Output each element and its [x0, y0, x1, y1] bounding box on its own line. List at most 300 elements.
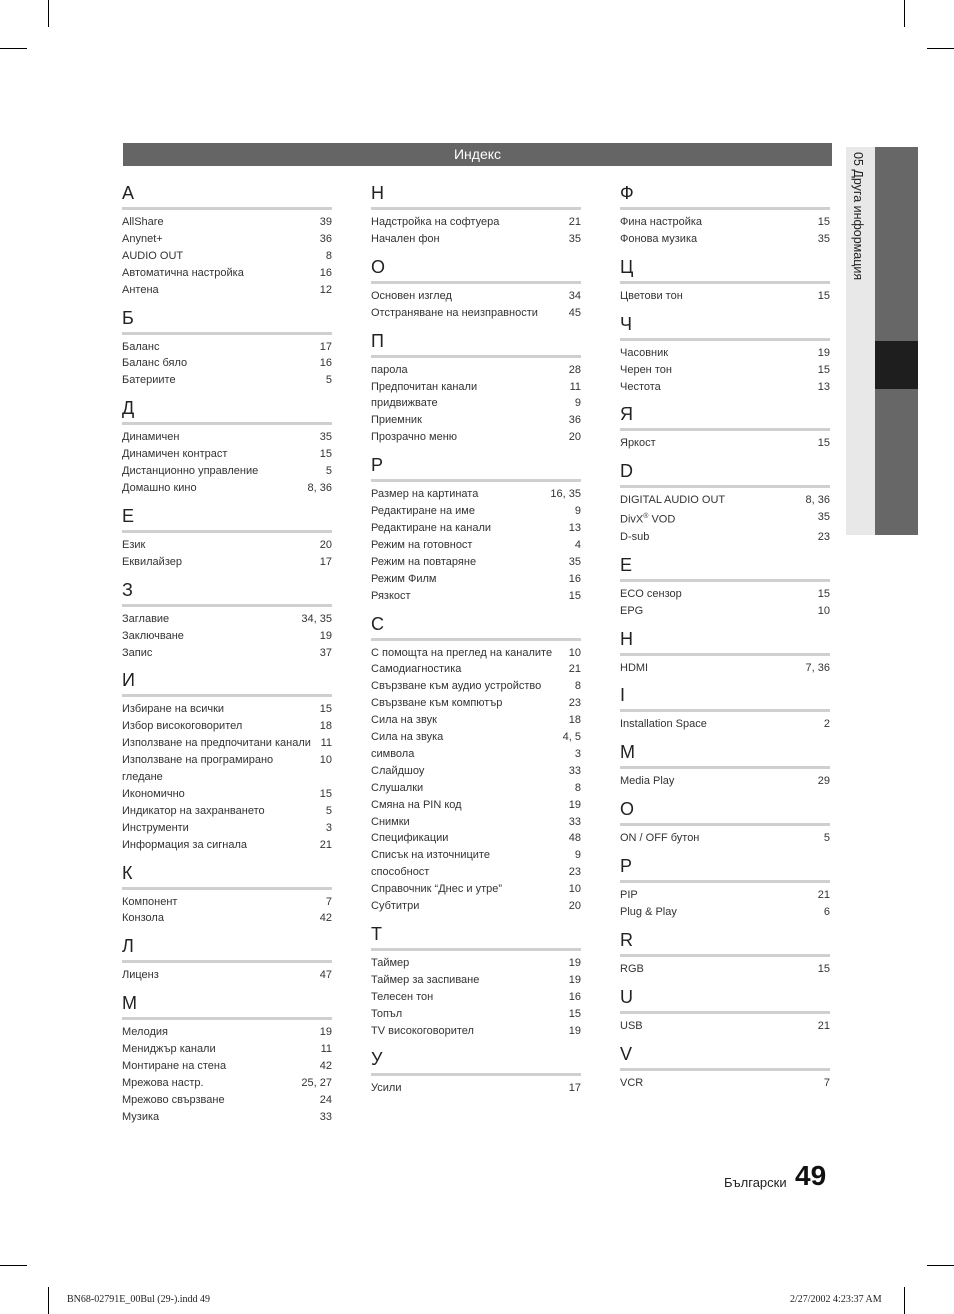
index-term: Индикатор на захранването: [122, 804, 265, 817]
index-term: Таймер за заспиване: [371, 973, 480, 986]
index-page: 35: [817, 232, 830, 245]
index-page: 23: [568, 866, 581, 879]
index-entry: [122, 554, 332, 571]
index-section: [371, 454, 581, 604]
index-term: Избиране на всички: [122, 703, 225, 716]
index-entry: [620, 435, 830, 452]
index-column-2: [371, 180, 581, 1104]
index-term: Домашно кино: [122, 481, 197, 494]
index-page: 35: [817, 511, 830, 524]
index-section: [620, 256, 830, 305]
index-entry: [620, 660, 830, 677]
index-page: 17: [319, 340, 332, 353]
index-entry: [122, 752, 332, 786]
index-section: [122, 505, 332, 571]
index-term: Еквилайзер: [122, 555, 182, 568]
index-page: 11: [320, 1043, 332, 1056]
index-page: 13: [817, 380, 830, 393]
index-column-1: [122, 180, 332, 1134]
index-page: 19: [568, 973, 581, 986]
index-term: AUDIO OUT: [122, 249, 184, 262]
index-term: Фонова музика: [620, 232, 698, 245]
index-section: [371, 923, 581, 1040]
section-letter: Р: [371, 454, 581, 482]
index-term: Installation Space: [620, 718, 707, 731]
index-entry: [620, 1075, 830, 1092]
index-entry: [620, 586, 830, 603]
index-entry: [122, 463, 332, 480]
index-entry: [371, 780, 581, 797]
index-term: Свързване към аудио устройство: [371, 680, 542, 693]
index-page: 5: [325, 465, 332, 478]
index-page: 15: [817, 289, 830, 302]
index-page: 19: [817, 346, 830, 359]
crop-mark: [0, 48, 27, 49]
index-term: Предпочитан канали: [371, 380, 478, 393]
index-term: Редактиране на име: [371, 505, 475, 518]
index-entry: [122, 645, 332, 662]
index-entry: [122, 786, 332, 803]
index-entry: [371, 847, 581, 864]
index-page: 42: [319, 912, 332, 925]
index-entry: [371, 661, 581, 678]
index-term: Антена: [122, 283, 159, 296]
index-term: ECO сензор: [620, 587, 682, 600]
index-entry: [122, 480, 332, 497]
index-entry: [122, 701, 332, 718]
index-term: AllShare: [122, 216, 164, 228]
index-page: 8: [574, 781, 581, 794]
index-page: 13: [568, 521, 581, 534]
index-entry: [122, 803, 332, 820]
index-section: [620, 554, 830, 620]
index-entry: [371, 695, 581, 712]
index-page: 21: [568, 216, 581, 228]
index-section: [371, 330, 581, 447]
section-letter: O: [620, 798, 830, 826]
index-page: 3: [574, 747, 581, 760]
index-term: Компонент: [122, 895, 178, 908]
index-term: HDMI: [620, 661, 649, 674]
section-letter: П: [371, 330, 581, 358]
index-entry: [620, 345, 830, 362]
index-term: Самодиагностика: [371, 663, 462, 676]
index-page: 20: [568, 900, 581, 913]
index-page: 9: [574, 849, 581, 862]
index-entry: [620, 362, 830, 379]
index-entry: [371, 588, 581, 605]
index-page: 15: [817, 587, 830, 600]
index-page: 34: [568, 289, 581, 302]
index-entry: [122, 265, 332, 282]
index-section: [620, 313, 830, 396]
index-entry: [371, 362, 581, 379]
index-term: Спецификации: [371, 832, 449, 845]
index-page: 10: [319, 754, 332, 767]
index-entry: [371, 1080, 581, 1097]
index-entry: [371, 231, 581, 248]
index-term: Дистанционно управление: [122, 465, 259, 478]
index-term: символа: [371, 747, 415, 760]
index-term: Запис: [122, 646, 153, 659]
index-section: [620, 684, 830, 733]
index-page: 16: [319, 357, 332, 370]
index-term: Музика: [122, 1110, 160, 1123]
index-term: Мениджър канали: [122, 1043, 216, 1056]
index-term: парола: [371, 363, 408, 376]
index-entry: [371, 520, 581, 537]
index-entry: [371, 712, 581, 729]
index-page: 21: [817, 889, 830, 902]
index-entry: [620, 509, 830, 529]
index-entry: [122, 446, 332, 463]
index-term: Избор високоговорител: [122, 720, 243, 733]
index-term: Media Play: [620, 775, 675, 788]
index-entry: [371, 814, 581, 831]
index-entry: [371, 288, 581, 305]
index-term: Използване на програмирано гледане: [122, 754, 274, 784]
index-entry: [122, 355, 332, 372]
index-page: 45: [568, 306, 581, 319]
footer-language: Български: [724, 1175, 787, 1190]
index-term: Прозрачно меню: [371, 431, 458, 444]
index-term: С помощта на преглед на каналите: [371, 646, 553, 659]
index-term: Честота: [620, 380, 661, 393]
index-term: Баланс бяло: [122, 357, 188, 370]
section-letter: З: [122, 579, 332, 607]
index-page: 10: [817, 604, 830, 617]
index-term: Основен изглед: [371, 289, 452, 302]
index-page: 19: [568, 1024, 581, 1037]
index-entry: [620, 1018, 830, 1035]
index-term: Усили: [371, 1081, 402, 1094]
index-entry: [122, 894, 332, 911]
index-page: 42: [319, 1060, 332, 1073]
index-entry: [122, 372, 332, 389]
index-page: 35: [568, 555, 581, 568]
index-page: 36: [319, 232, 332, 245]
index-term: VCR: [620, 1076, 644, 1089]
index-term: Plug & Play: [620, 906, 677, 919]
index-term: DivX® VOD: [620, 513, 676, 526]
section-letter: М: [122, 992, 332, 1020]
index-section: [620, 1043, 830, 1092]
index-section: [122, 397, 332, 497]
section-letter: Ф: [620, 182, 830, 210]
index-entry: [371, 379, 581, 396]
index-term: PIP: [620, 889, 638, 902]
index-entry: [122, 1109, 332, 1126]
index-term: Цветови тон: [620, 289, 683, 302]
crop-mark: [48, 0, 49, 27]
index-section: [122, 182, 332, 299]
section-letter: И: [122, 669, 332, 697]
index-term: Слушалки: [371, 781, 424, 794]
index-section: [122, 307, 332, 390]
index-entry: [371, 989, 581, 1006]
index-page: 7: [823, 1076, 830, 1089]
index-entry: [371, 571, 581, 588]
index-page: 36: [568, 414, 581, 427]
index-page: 24: [319, 1093, 332, 1106]
index-entry: [122, 910, 332, 927]
index-page: 7: [325, 895, 332, 908]
index-entry: [122, 1024, 332, 1041]
index-section: [122, 579, 332, 662]
index-page: 21: [817, 1019, 830, 1032]
index-entry: [371, 881, 581, 898]
index-term: Икономично: [122, 787, 185, 800]
index-term: Динамичен: [122, 431, 180, 444]
index-entry: [122, 339, 332, 356]
index-page: 10: [568, 646, 581, 659]
index-page: 19: [319, 629, 332, 642]
index-page: 11: [569, 380, 581, 393]
index-entry: [620, 214, 830, 231]
section-letter: I: [620, 684, 830, 712]
index-entry: [371, 955, 581, 972]
section-letter: Е: [122, 505, 332, 533]
index-entry: [122, 282, 332, 299]
index-page: 2: [823, 718, 830, 731]
index-page: 4, 5: [562, 731, 581, 744]
index-entry: [371, 972, 581, 989]
index-entry: [620, 529, 830, 546]
index-entry: [122, 231, 332, 248]
index-page: 10: [568, 883, 581, 896]
index-page: 17: [568, 1081, 581, 1094]
index-page: 33: [319, 1110, 332, 1123]
index-page: 8, 36: [307, 481, 332, 494]
index-entry: [371, 1006, 581, 1023]
crop-mark: [927, 48, 954, 49]
print-info-right: 2/27/2002 4:23:37 AM: [790, 1294, 882, 1305]
index-term: Автоматична настройка: [122, 266, 244, 279]
index-page: 33: [568, 815, 581, 828]
index-term: Режим Филм: [371, 572, 437, 585]
index-term: EPG: [620, 604, 644, 617]
index-term: Слайдшоу: [371, 764, 425, 777]
index-term: Редактиране на канали: [371, 521, 492, 534]
index-term: ON / OFF бутон: [620, 832, 700, 845]
index-entry: [371, 746, 581, 763]
crop-mark: [904, 0, 905, 27]
index-entry: [122, 718, 332, 735]
index-term: Снимки: [371, 815, 410, 828]
index-entry: [371, 729, 581, 746]
index-term: способност: [371, 866, 430, 879]
crop-mark: [904, 1287, 905, 1314]
index-section: [620, 986, 830, 1035]
index-page: 18: [568, 714, 581, 727]
index-term: Телесен тон: [371, 990, 434, 1003]
index-page: 15: [817, 363, 830, 376]
index-entry: [620, 904, 830, 921]
index-entry: [122, 628, 332, 645]
index-entry: [371, 830, 581, 847]
section-letter: Ч: [620, 313, 830, 341]
chapter-tab-marker: [875, 341, 918, 389]
index-entry: [122, 611, 332, 628]
index-entry: [371, 429, 581, 446]
section-letter: У: [371, 1048, 581, 1076]
index-section: [620, 798, 830, 847]
index-term: Справочник “Днес и утре”: [371, 883, 503, 896]
index-term: Списък на източниците: [371, 849, 490, 862]
section-letter: U: [620, 986, 830, 1014]
index-term: Мрежова настр.: [122, 1077, 204, 1089]
index-entry: [371, 1023, 581, 1040]
index-term: Рязкост: [371, 589, 411, 602]
index-term: Размер на картината: [371, 488, 479, 501]
index-section: [620, 628, 830, 677]
index-page: 39: [319, 216, 332, 228]
index-section: [371, 256, 581, 322]
section-letter: H: [620, 628, 830, 656]
index-term: Мелодия: [122, 1026, 168, 1039]
index-entry: [122, 1075, 332, 1092]
index-entry: [371, 305, 581, 322]
section-letter: Т: [371, 923, 581, 951]
index-page: 21: [568, 663, 581, 676]
index-term: Надстройка на софтуера: [371, 216, 500, 228]
index-term: Информация за сигнала: [122, 838, 248, 851]
index-page: 16, 35: [550, 488, 581, 501]
section-letter: Н: [371, 182, 581, 210]
index-page: 5: [325, 374, 332, 387]
index-entry: [371, 503, 581, 520]
section-letter: M: [620, 741, 830, 769]
index-page: 9: [574, 505, 581, 518]
index-page: 18: [319, 720, 332, 733]
index-page: 5: [325, 804, 332, 817]
section-letter: О: [371, 256, 581, 284]
index-term: DIGITAL AUDIO OUT: [620, 494, 726, 507]
index-page: 33: [568, 764, 581, 777]
index-entry: [122, 214, 332, 231]
index-page: 48: [568, 832, 581, 845]
index-page: 6: [823, 906, 830, 919]
index-entry: [620, 961, 830, 978]
index-section: [371, 613, 581, 916]
index-page: 47: [319, 969, 332, 982]
page-title: Индекс: [123, 143, 832, 166]
index-term: Заключване: [122, 629, 184, 642]
index-term: Лиценз: [122, 969, 159, 982]
section-letter: D: [620, 460, 830, 488]
index-term: Субтитри: [371, 900, 420, 913]
index-entry: [620, 379, 830, 396]
index-entry: [371, 864, 581, 881]
index-page: 34, 35: [301, 612, 332, 625]
index-term: Използване на предпочитани канали: [122, 737, 311, 750]
index-page: 20: [568, 431, 581, 444]
index-term: TV високоговорител: [371, 1024, 474, 1037]
index-term: Инструменти: [122, 821, 189, 834]
index-term: Батериите: [122, 374, 176, 387]
index-entry: [371, 797, 581, 814]
index-term: Смяна на PIN код: [371, 798, 462, 811]
index-term: Конзола: [122, 912, 164, 925]
index-page: 15: [319, 448, 332, 461]
index-page: 17: [319, 555, 332, 568]
index-entry: [122, 1058, 332, 1075]
crop-mark: [927, 1265, 954, 1266]
index-entry: [620, 288, 830, 305]
index-page: 16: [568, 572, 581, 585]
index-term: Свързване към компютър: [371, 697, 503, 710]
index-term: Яркост: [620, 437, 656, 450]
index-entry: [371, 412, 581, 429]
index-entry: [122, 837, 332, 854]
section-letter: Л: [122, 935, 332, 963]
index-page: 7, 36: [805, 661, 830, 674]
index-entry: [371, 537, 581, 554]
index-page: 35: [568, 232, 581, 245]
index-page: 12: [319, 283, 332, 296]
index-page: 20: [319, 538, 332, 551]
index-term: Сила на звук: [371, 714, 437, 727]
index-page: 16: [568, 990, 581, 1003]
index-section: [620, 460, 830, 545]
index-entry: [620, 830, 830, 847]
index-entry: [371, 763, 581, 780]
page-number: 49: [795, 1160, 827, 1191]
index-term: Отстраняване на неизправности: [371, 306, 538, 319]
index-page: 8: [574, 680, 581, 693]
index-page: 8: [325, 249, 332, 262]
index-page: 15: [817, 437, 830, 450]
index-section: [620, 855, 830, 921]
index-entry: [371, 395, 581, 412]
index-entry: [371, 214, 581, 231]
index-page: 23: [568, 697, 581, 710]
index-page: 11: [320, 737, 332, 750]
section-letter: V: [620, 1043, 830, 1071]
index-page: 5: [823, 832, 830, 845]
index-term: Начален фон: [371, 232, 440, 245]
index-entry: [122, 537, 332, 554]
index-page: 15: [319, 787, 332, 800]
index-entry: [620, 773, 830, 790]
section-letter: R: [620, 929, 830, 957]
index-section: [371, 1048, 581, 1097]
index-section: [620, 403, 830, 452]
index-term: Режим на готовност: [371, 538, 473, 551]
chapter-label: 05 Друга информация: [851, 152, 865, 281]
index-term: Черен тон: [620, 363, 672, 376]
index-entry: [620, 492, 830, 509]
index-section: [371, 182, 581, 248]
index-page: 8, 36: [805, 494, 830, 507]
index-page: 15: [817, 962, 830, 975]
index-section: [122, 992, 332, 1125]
index-term: Монтиране на стена: [122, 1060, 227, 1073]
index-entry: [122, 248, 332, 265]
index-page: 15: [568, 1007, 581, 1020]
index-entry: [122, 967, 332, 984]
index-page: 3: [325, 821, 332, 834]
index-term: Заглавие: [122, 612, 170, 625]
section-letter: E: [620, 554, 830, 582]
index-entry: [371, 486, 581, 503]
index-term: Приемник: [371, 414, 422, 427]
index-term: Часовник: [620, 346, 669, 359]
index-term: Топъл: [371, 1007, 403, 1020]
crop-mark: [48, 1287, 49, 1314]
index-term: Баланс: [122, 340, 160, 353]
index-section: [620, 182, 830, 248]
